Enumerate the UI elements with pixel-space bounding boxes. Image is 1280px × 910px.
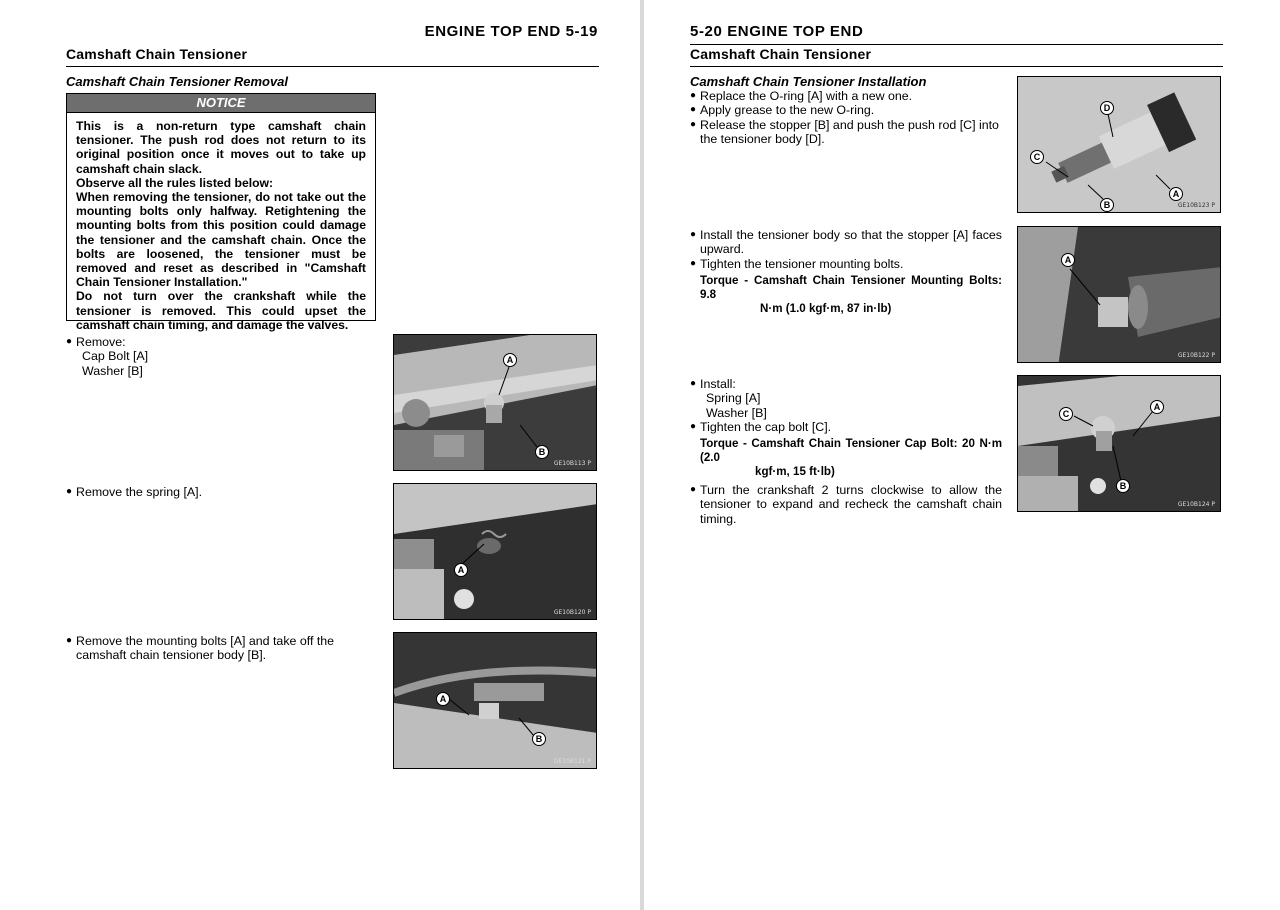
- callout-label: A: [1169, 187, 1183, 201]
- section-title: Camshaft Chain Tensioner: [66, 46, 248, 62]
- section-rule: [66, 66, 599, 67]
- list-item: [690, 377, 1002, 420]
- bullet-icon: ●: [690, 378, 697, 389]
- notice-paragraph: Do not turn over the crankshaft while the tensioner is removed. This could upset the camshaft chain timing, and damage the valves.: [76, 289, 366, 332]
- bullet-icon: ●: [690, 90, 697, 101]
- list-item: [690, 118, 1002, 147]
- step-remove: [66, 335, 366, 378]
- notice-paragraph: Observe all the rules listed below:: [76, 175, 274, 190]
- torque-label: Torque - Camshaft Chain Tensioner Cap Bolt: 20 N·m (2.0: [700, 437, 1002, 465]
- torque-value: kgf·m, 15 ft·lb): [755, 465, 835, 479]
- callout-label: B: [1116, 479, 1130, 493]
- notice-paragraph: This is a non-return type camshaft chain tensioner. The push rod does not return to its original position once it moves out to take up camshaft chain slack.: [76, 119, 366, 176]
- photo-tensioner-body: [1017, 76, 1221, 213]
- callout-label: D: [1100, 101, 1114, 115]
- torque-value: N·m (1.0 kgf·m, 87 in·lb): [760, 301, 892, 315]
- bullet-icon: ●: [66, 336, 73, 347]
- photo-cap-bolt-install: [1017, 375, 1221, 512]
- running-head: ENGINE TOP END 5-19: [424, 23, 598, 40]
- notice-paragraph: When removing the tensioner, do not take out the mounting bolts only halfway. Retightening the mounting bolts from this position could damage the tensioner and the camshaft chain. Once the bolts are loosened, the tensioner must be removed and reset as described in "Camshaft Chain Tensioner Installation.": [76, 190, 366, 290]
- subsection-title: Camshaft Chain Tensioner Removal: [66, 74, 289, 89]
- callout-label: A: [436, 692, 450, 706]
- list-item: [690, 483, 1002, 526]
- list-item: [690, 89, 1002, 103]
- callout-label: A: [454, 563, 468, 577]
- list-item: [690, 420, 1002, 434]
- step-text: Release the stopper [B] and push the push rod [C] into the tensioner body [D].: [700, 117, 999, 146]
- photo-code: GE10B122 P: [1177, 352, 1215, 359]
- head-rule: [690, 44, 1223, 45]
- engine-photo-illustration: [394, 633, 597, 769]
- section-rule: [690, 66, 1223, 67]
- step-text: Tighten the cap bolt [C].: [700, 419, 832, 434]
- photo-code: GE10B123 P: [1177, 202, 1215, 209]
- notice-body: [67, 113, 375, 332]
- photo-code: GE10B113 P: [553, 460, 591, 467]
- bullet-icon: ●: [66, 486, 73, 497]
- bullet-icon: ●: [690, 257, 697, 269]
- callout-label: C: [1059, 407, 1073, 421]
- step-remove-mounting-bolts: [66, 634, 382, 663]
- install-steps-3: [690, 377, 1002, 526]
- photo-stopper: [1017, 226, 1221, 363]
- photo-mounting-bolts: [393, 632, 597, 769]
- list-item: [66, 485, 366, 499]
- callout-label: B: [532, 732, 546, 746]
- list-item: [690, 257, 1002, 271]
- torque-spec: [700, 274, 1002, 316]
- list-item: [690, 103, 1002, 117]
- torque-label: Torque - Camshaft Chain Tensioner Mounting Bolts: 9.8: [700, 273, 1002, 301]
- photo-spring: [393, 483, 597, 620]
- step-text: Remove:: [76, 335, 126, 349]
- running-head: 5-20 ENGINE TOP END: [690, 23, 864, 40]
- callout-label: A: [1061, 253, 1075, 267]
- bullet-icon: ●: [690, 118, 697, 130]
- bullet-icon: ●: [690, 420, 697, 432]
- sub-item: Washer [B]: [706, 405, 767, 420]
- list-item: [690, 228, 1002, 257]
- callout-label: B: [1100, 198, 1114, 212]
- photo-code: GE10B121 P: [553, 758, 591, 765]
- list-item: [66, 335, 366, 378]
- engine-photo-illustration: [394, 335, 597, 471]
- install-steps-1: [690, 89, 1002, 146]
- right-page: [644, 0, 1280, 910]
- step-text: Turn the crankshaft 2 turns clockwise to allow the tensioner to expand and recheck the camshaft chain timing.: [700, 483, 1002, 526]
- tensioner-photo-illustration: [1018, 77, 1221, 213]
- callout-label: A: [1150, 400, 1164, 414]
- subsection-title: Camshaft Chain Tensioner Installation: [690, 74, 927, 89]
- bullet-icon: ●: [690, 484, 697, 496]
- callout-label: C: [1030, 150, 1044, 164]
- callout-label: A: [503, 353, 517, 367]
- step-text: Remove the mounting bolts [A] and take off the camshaft chain tensioner body [B].: [76, 634, 335, 663]
- step-text: Replace the O-ring [A] with a new one.: [700, 89, 913, 103]
- photo-code: GE10B120 P: [553, 609, 591, 616]
- step-text: Apply grease to the new O-ring.: [700, 103, 875, 118]
- notice-heading: NOTICE: [67, 94, 375, 113]
- engine-photo-illustration: [1018, 227, 1221, 363]
- bullet-icon: ●: [66, 635, 73, 646]
- install-steps-2: [690, 228, 1002, 320]
- step-text: Remove the spring [A].: [76, 485, 203, 499]
- notice-box: [66, 93, 376, 332]
- step-remove-spring: [66, 485, 366, 499]
- section-title: Camshaft Chain Tensioner: [690, 46, 872, 62]
- photo-code: GE10B124 P: [1177, 501, 1215, 508]
- sub-item: Spring [A]: [706, 391, 761, 406]
- bullet-icon: ●: [690, 229, 697, 240]
- step-text: Install the tensioner body so that the stopper [A] faces upward.: [700, 228, 1002, 257]
- sub-item: Cap Bolt [A]: [82, 349, 149, 364]
- list-item: [66, 634, 382, 663]
- torque-spec: [700, 437, 1002, 479]
- engine-photo-illustration: [394, 484, 597, 620]
- photo-cap-bolt: [393, 334, 597, 471]
- step-text: Tighten the tensioner mounting bolts.: [700, 256, 904, 271]
- bullet-icon: ●: [690, 104, 697, 116]
- step-text: Install:: [700, 377, 736, 391]
- callout-label: B: [535, 445, 549, 459]
- sub-item: Washer [B]: [82, 363, 143, 378]
